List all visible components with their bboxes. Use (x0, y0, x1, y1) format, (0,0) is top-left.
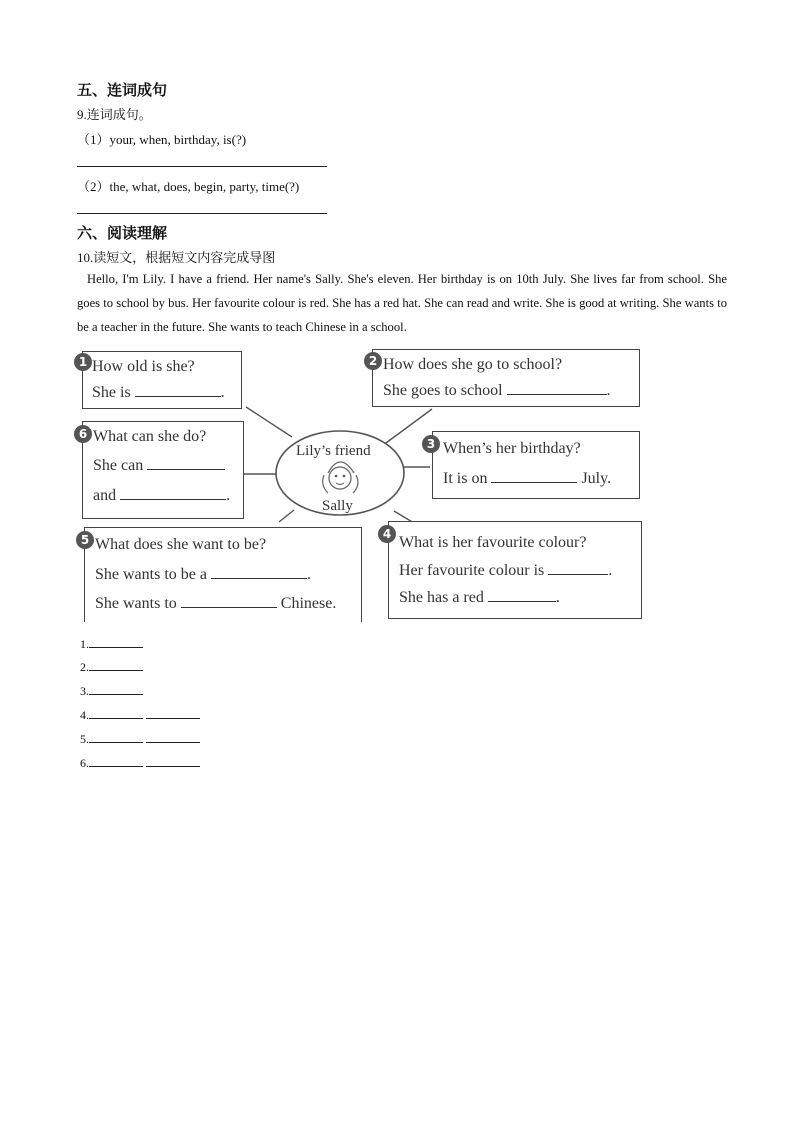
q9-item-2: （2）the, what, does, begin, party, time(?) (77, 179, 300, 194)
box-2 (372, 349, 640, 407)
box-6 (82, 421, 244, 519)
box5-question: What does she want to be? (95, 536, 267, 553)
badge-4: 4 (378, 525, 396, 543)
q9-item-1: （1）your, when, birthday, is(?) (77, 132, 247, 147)
answer-row-5: 5. (80, 731, 203, 747)
answer-row-4: 4. (80, 707, 203, 723)
answer-blank[interactable] (146, 707, 200, 719)
box-5 (84, 527, 362, 622)
badge-3: 3 (422, 435, 440, 453)
center-title: Lily’s friend (296, 443, 371, 459)
answer-row-1: 1. (80, 636, 146, 652)
box3-question: When’s her birthday? (443, 440, 581, 457)
box3-blank[interactable] (491, 470, 577, 483)
section-5-title: 五、连词成句 (77, 81, 168, 99)
box6-line-1: She can (93, 457, 225, 475)
answer-blank[interactable] (89, 659, 143, 671)
box-3 (432, 431, 640, 499)
question-9: 9.连词成句。 (77, 107, 152, 122)
box6-blank-1[interactable] (147, 457, 225, 470)
box1-blank[interactable] (135, 384, 221, 397)
answer-blank[interactable] (89, 707, 143, 719)
box5-line-1: She wants to be a . (95, 566, 311, 583)
box2-question: How does she go to school? (383, 356, 563, 373)
box5-line-2: She wants to Chinese. (95, 595, 337, 612)
box6-blank-2[interactable] (120, 487, 226, 500)
box4-blank-2[interactable] (488, 589, 556, 602)
box4-line-2: She has a red . (399, 589, 560, 606)
answer-blank[interactable] (89, 731, 143, 743)
answer-row-3: 3. (80, 683, 146, 699)
answer-blank[interactable] (146, 755, 200, 767)
box2-line: She goes to school . (383, 382, 611, 399)
box4-line-1: Her favourite colour is . (399, 562, 613, 579)
badge-5: 5 (76, 531, 94, 549)
box-4 (388, 521, 642, 619)
box2-blank[interactable] (507, 382, 607, 395)
answer-blank[interactable] (89, 636, 143, 648)
box5-blank-2[interactable] (181, 595, 277, 608)
q9-answer-line-2[interactable] (77, 213, 327, 214)
q9-answer-line-1[interactable] (77, 166, 327, 167)
mind-map (74, 345, 644, 623)
answer-row-2: 2. (80, 659, 146, 675)
answer-row-6: 6. (80, 755, 203, 771)
box6-question: What can she do? (93, 428, 207, 445)
answer-blank[interactable] (146, 731, 200, 743)
badge-6: 6 (74, 425, 92, 443)
box6-line-2: and . (93, 487, 231, 504)
badge-2: 2 (364, 352, 382, 370)
box5-blank-1[interactable] (211, 566, 307, 579)
question-10: 10.读短文，根据短文内容完成导图 (77, 250, 276, 265)
box4-question: What is her favourite colour? (399, 534, 587, 551)
answer-blank[interactable] (89, 755, 143, 767)
box-1 (82, 351, 242, 409)
reading-passage: Hello, I'm Lily. I have a friend. Her name's Sally. She's eleven. Her birthday is on 10th July. She lives far from school. She goes to school by bus. Her favourite colour is red. She has a red hat. She can read and write. She is good at writing. She wants to be a teacher in the future. She wants to teach Chinese in a school. (77, 272, 727, 334)
box1-line: She is . (92, 384, 225, 401)
box1-question: How old is she? (92, 358, 195, 375)
badge-1: 1 (74, 353, 92, 371)
box4-blank-1[interactable] (548, 562, 608, 575)
box3-line: It is on July. (443, 470, 612, 487)
answer-blank[interactable] (89, 683, 143, 695)
center-name: Sally (322, 498, 353, 514)
section-6-title: 六、阅读理解 (77, 224, 168, 242)
